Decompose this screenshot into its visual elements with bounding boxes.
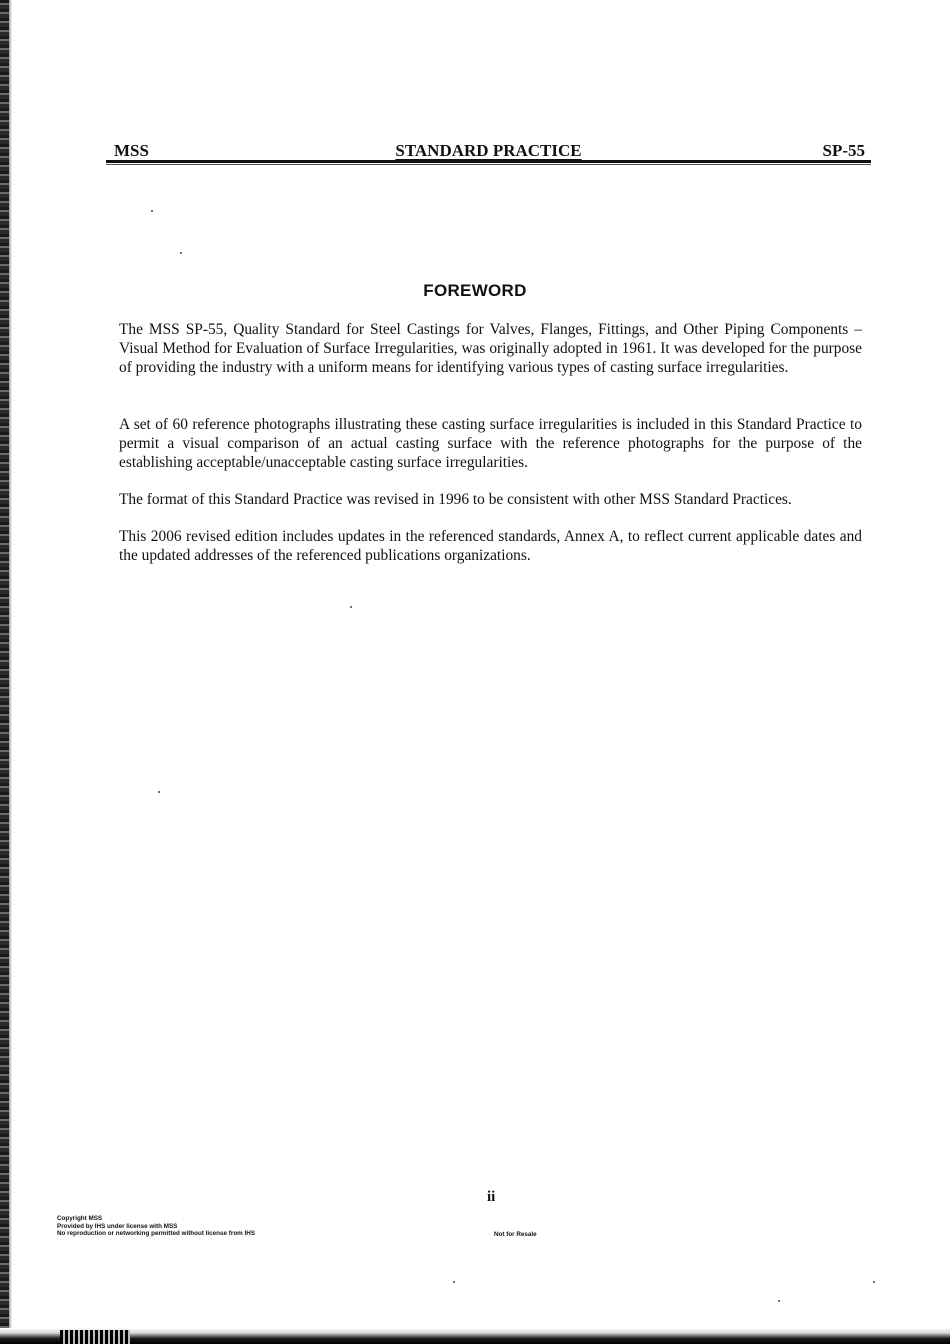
header-document-type-text: STANDARD PRACTICE [395,141,582,160]
scan-speck [873,1281,875,1283]
copyright-line-1: Copyright MSS [57,1215,103,1222]
not-for-resale-notice: Not for Resale [494,1231,537,1238]
copyright-line-3: No reproduction or networking permitted without license from IHS [57,1230,256,1237]
copyright-line-2: Provided by IHS under license with MSS [57,1222,178,1230]
header-organization: MSS [114,141,149,160]
header-rule [106,160,871,163]
header-rule-thin [106,164,871,165]
scan-speck [453,1281,455,1283]
foreword-paragraph-3: The format of this Standard Practice was revised in 1996 to be consistent with other MSS Standard Practices. [119,491,792,508]
header-document-type [106,141,871,161]
scan-left-edge [0,0,9,1344]
page-number: ii [487,1189,496,1205]
foreword-paragraph-4: This 2006 revised edition includes updates in the referenced standards, Annex A, to reflect current applicable dates and the updated addresses of the referenced publications organizations. [119,528,862,564]
scan-speck [151,210,153,212]
header-document-number: SP-55 [822,141,865,160]
scan-bottom-marks [60,1330,130,1344]
scan-bottom-edge [0,1328,950,1344]
scan-speck [158,791,160,793]
scan-left-edge-shadow [9,0,12,1344]
scan-speck [778,1300,780,1302]
scan-speck [350,606,352,608]
section-title: FOREWORD [423,281,527,300]
scan-speck [180,252,182,254]
foreword-paragraph-1: The MSS SP-55, Quality Standard for Steel Castings for Valves, Flanges, Fittings, and Other Piping Components – Visual Method for Evaluation of Surface Irregularities, was originally adopted in 1961. It was developed for the purpose of providing the industry with a uniform means for identifying various types of casting surface irregularities. [119,321,862,376]
foreword-paragraph-2: A set of 60 reference photographs illustrating these casting surface irregularities is included in this Standard Practice to permit a visual comparison of an actual casting surface with the reference photographs for the purpose of the establishing acceptable/unacceptable casting surface irregularities. [119,416,862,471]
copyright-notice [57,1215,255,1238]
